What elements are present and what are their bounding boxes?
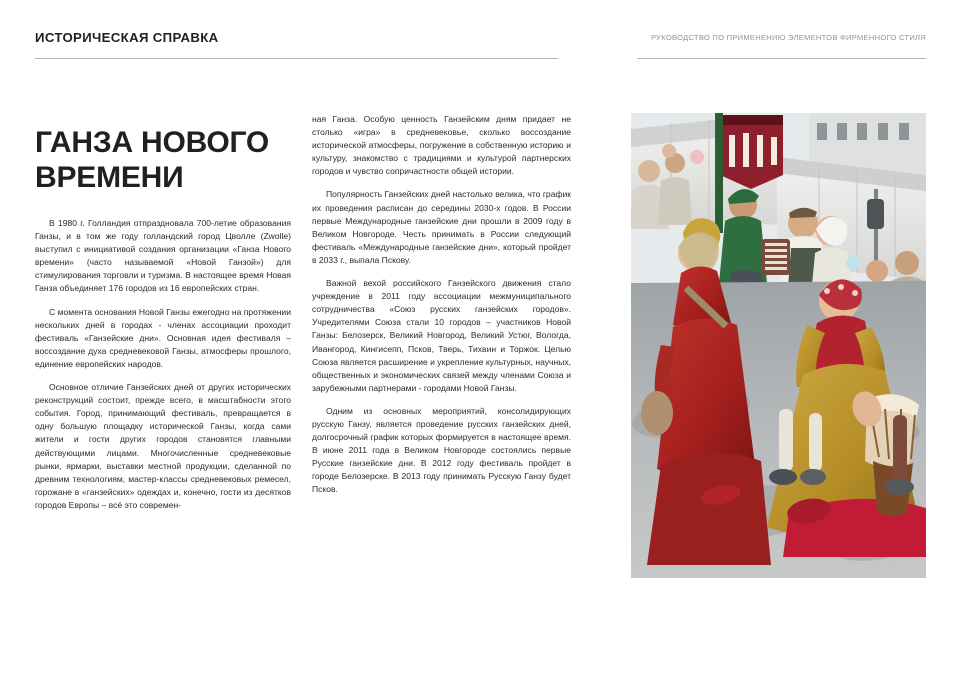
body-column-1 (35, 217, 291, 512)
body-column-2 (312, 113, 571, 497)
page-title: ГАНЗА НОВОГО ВРЕМЕНИ (35, 126, 270, 195)
paragraph: В 1980 г. Голландия отпраздновала 700-летие образования Ганзы, и в том же году голландский город Цволле (Zwolle) выступил с инициативой создания организации «Ганза Нового времени» (часто называемой «Новой Ганзой») для стимулирования торговли и туризма. В настоящее время Новая Ганза объединяет 176 городов из 16 европейских стран. (35, 218, 291, 294)
header-section-title: ИСТОРИЧЕСКАЯ СПРАВКА (35, 30, 219, 45)
paragraph: Популярность Ганзейских дней настолько велика, что график их проведения расписан до середины 2030-х годов. В России первые Международные ганзейские дни прошли в 2009 году в Великом Новгороде. Честь принимать в России следующий фестиваль «Международные ганзейские дни», который пройдет в 2033 г., выпала Пскову. (312, 189, 571, 265)
festival-photograph (631, 113, 926, 578)
paragraph: С момента основания Новой Ганзы ежегодно на протяжении нескольких дней в городах - членах ассоциации проходит фестиваль «Ганзейские дни». Основная идея фестиваля – воссоздание духа средневековой Ганзы, атмосферы прошлого, единение европейских народов. (35, 306, 291, 369)
photo-artwork (631, 113, 926, 578)
paragraph: ная Ганза. Особую ценность Ганзейским дням придает не столько «игра» в средневековье, сколько воссоздание исторической атмосферы, погружение в собственную историю и культуру, знакомство с традициями и культурой партнерских городов и чувство сопричастности общей истории. (312, 114, 571, 177)
paragraph: Основное отличие Ганзейских дней от других исторических реконструкций состоит, прежде всего, в масштабности этого события. Город, принимающий фестиваль, превращается в одну большую площадку исторической Ганзы, когда сами жители и гости других городов становятся главными действующими лицами. Многочисленные средневековые рынки, ярмарки, выставки местной продукции, сделанной по древним технологиям, мастер-классы средневековых ремесел, горожане в «ганзейских» одеждах и, конечно, гости из десятков городов Европы – всё это современ- (35, 382, 291, 510)
header-brandbook-title: РУКОВОДСТВО ПО ПРИМЕНЕНИЮ ЭЛЕМЕНТОВ ФИРМЕННОГО СТИЛЯ (651, 33, 926, 42)
running-header (35, 30, 926, 60)
paragraph: Одним из основных мероприятий, консолидирующих русскую Ганзу, является проведение русских ганзейских дней, долгосрочный график которых формируется в настоящее время. В июне 2011 года в Великом Новгороде состоялись первые Русские ганзейские дни. В 2012 году фестиваль пройдет в городе Белозерске. В 2013 году принимать Русскую Ганзу будет Псков. (312, 405, 571, 495)
header-rule-left (35, 58, 558, 59)
paragraph: Важной вехой российского Ганзейского движения стало учреждение в 2011 году ассоциации межмуниципального сотрудничества «Союз русских ганзейских городов». Учредителями Союза стали 10 городов – участников Новой Ганзы: Белозерск, Великий Новгород, Великий Устюг, Вологда, Ивангород, Кингисепп, Псков, Тверь, Тихвин и Торжок. Целью Союза является расширение и укрепление культурных, научных, общественных и экономических связей между членами Союза и зарубежными партнерами - городами Новой Ганзы. (312, 278, 571, 393)
header-rule-right (637, 58, 926, 59)
